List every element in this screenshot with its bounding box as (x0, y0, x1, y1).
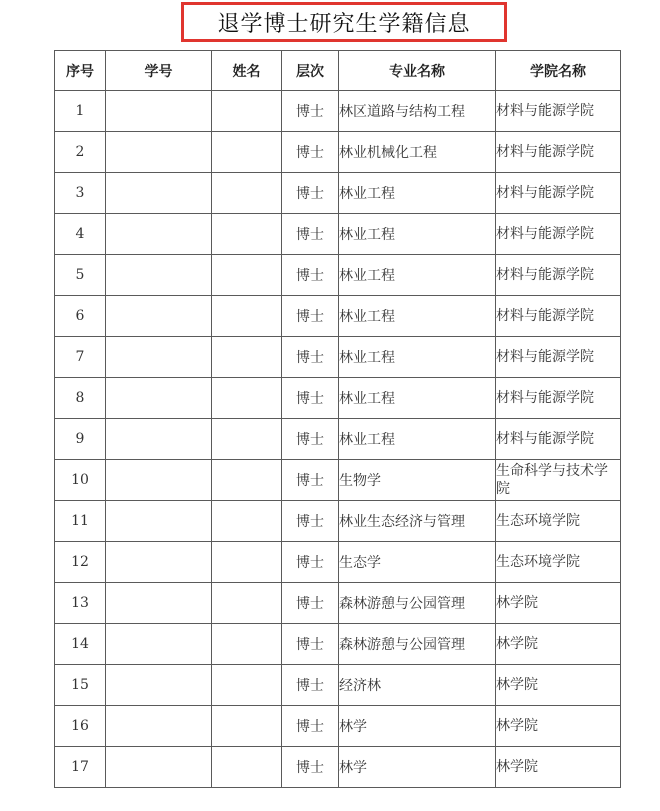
header-level: 层次 (282, 51, 339, 91)
header-student-id: 学号 (106, 51, 212, 91)
cell-major: 林学 (339, 747, 496, 788)
cell-name (212, 337, 282, 378)
cell-school: 生态环境学院 (496, 501, 621, 542)
cell-school: 材料与能源学院 (496, 91, 621, 132)
cell-major: 林业工程 (339, 214, 496, 255)
cell-major: 林业工程 (339, 296, 496, 337)
cell-school: 材料与能源学院 (496, 296, 621, 337)
cell-school: 材料与能源学院 (496, 173, 621, 214)
cell-student-id (106, 378, 212, 419)
cell-school: 材料与能源学院 (496, 214, 621, 255)
cell-name (212, 419, 282, 460)
page-title: 退学博士研究生学籍信息 (217, 11, 471, 37)
cell-level: 博士 (282, 419, 339, 460)
cell-num: 14 (55, 624, 106, 665)
cell-name (212, 378, 282, 419)
cell-student-id (106, 706, 212, 747)
cell-student-id (106, 337, 212, 378)
cell-level: 博士 (282, 460, 339, 501)
cell-name (212, 214, 282, 255)
table-row (55, 255, 621, 296)
cell-num: 6 (55, 296, 106, 337)
table-row (55, 583, 621, 624)
cell-student-id (106, 132, 212, 173)
cell-school: 材料与能源学院 (496, 337, 621, 378)
header-name: 姓名 (212, 51, 282, 91)
table-row (55, 747, 621, 788)
header-num: 序号 (55, 51, 106, 91)
table-row (55, 501, 621, 542)
title-box (181, 2, 507, 42)
table-row (55, 624, 621, 665)
cell-num: 9 (55, 419, 106, 460)
table-row (55, 132, 621, 173)
cell-school: 材料与能源学院 (496, 419, 621, 460)
cell-student-id (106, 214, 212, 255)
table-row (55, 419, 621, 460)
cell-name (212, 91, 282, 132)
cell-name (212, 542, 282, 583)
cell-student-id (106, 665, 212, 706)
cell-num: 7 (55, 337, 106, 378)
header-school: 学院名称 (496, 51, 621, 91)
table-header-row (55, 51, 621, 91)
cell-student-id (106, 173, 212, 214)
cell-level: 博士 (282, 583, 339, 624)
cell-major: 森林游憩与公园管理 (339, 624, 496, 665)
table-row (55, 173, 621, 214)
cell-major: 林学 (339, 706, 496, 747)
cell-name (212, 583, 282, 624)
cell-student-id (106, 419, 212, 460)
cell-student-id (106, 583, 212, 624)
cell-major: 经济林 (339, 665, 496, 706)
cell-level: 博士 (282, 706, 339, 747)
cell-school: 林学院 (496, 665, 621, 706)
cell-level: 博士 (282, 542, 339, 583)
cell-level: 博士 (282, 132, 339, 173)
cell-level: 博士 (282, 173, 339, 214)
table-row (55, 706, 621, 747)
cell-num: 1 (55, 91, 106, 132)
cell-num: 15 (55, 665, 106, 706)
cell-name (212, 624, 282, 665)
cell-num: 16 (55, 706, 106, 747)
cell-major: 生物学 (339, 460, 496, 501)
cell-name (212, 665, 282, 706)
table-row (55, 665, 621, 706)
cell-major: 林业工程 (339, 173, 496, 214)
cell-major: 林业生态经济与管理 (339, 501, 496, 542)
cell-level: 博士 (282, 337, 339, 378)
cell-num: 11 (55, 501, 106, 542)
cell-school: 林学院 (496, 583, 621, 624)
cell-name (212, 255, 282, 296)
cell-name (212, 460, 282, 501)
table-row (55, 337, 621, 378)
cell-level: 博士 (282, 214, 339, 255)
cell-num: 8 (55, 378, 106, 419)
cell-student-id (106, 296, 212, 337)
cell-school: 材料与能源学院 (496, 378, 621, 419)
cell-school: 材料与能源学院 (496, 255, 621, 296)
cell-level: 博士 (282, 296, 339, 337)
cell-level: 博士 (282, 665, 339, 706)
cell-major: 林业工程 (339, 419, 496, 460)
cell-student-id (106, 460, 212, 501)
cell-name (212, 132, 282, 173)
cell-name (212, 501, 282, 542)
cell-level: 博士 (282, 91, 339, 132)
cell-num: 13 (55, 583, 106, 624)
cell-num: 10 (55, 460, 106, 501)
cell-student-id (106, 747, 212, 788)
cell-name (212, 747, 282, 788)
cell-name (212, 296, 282, 337)
table-row (55, 542, 621, 583)
cell-school: 生态环境学院 (496, 542, 621, 583)
cell-major: 森林游憩与公园管理 (339, 583, 496, 624)
cell-name (212, 706, 282, 747)
cell-student-id (106, 542, 212, 583)
student-table (54, 50, 621, 788)
table-body (55, 91, 621, 788)
cell-level: 博士 (282, 747, 339, 788)
table-row (55, 296, 621, 337)
cell-level: 博士 (282, 255, 339, 296)
cell-major: 林业工程 (339, 255, 496, 296)
cell-student-id (106, 624, 212, 665)
cell-major: 林业机械化工程 (339, 132, 496, 173)
table-row (55, 378, 621, 419)
cell-level: 博士 (282, 378, 339, 419)
cell-student-id (106, 255, 212, 296)
cell-num: 12 (55, 542, 106, 583)
cell-num: 3 (55, 173, 106, 214)
cell-num: 2 (55, 132, 106, 173)
table-row (55, 214, 621, 255)
table-row (55, 460, 621, 501)
cell-name (212, 173, 282, 214)
cell-student-id (106, 501, 212, 542)
cell-school: 林学院 (496, 706, 621, 747)
cell-school: 材料与能源学院 (496, 132, 621, 173)
cell-num: 17 (55, 747, 106, 788)
cell-school: 生命科学与技术学院 (496, 460, 621, 501)
cell-school: 林学院 (496, 624, 621, 665)
cell-major: 林业工程 (339, 337, 496, 378)
cell-level: 博士 (282, 501, 339, 542)
cell-major: 林区道路与结构工程 (339, 91, 496, 132)
cell-student-id (106, 91, 212, 132)
cell-school: 林学院 (496, 747, 621, 788)
cell-major: 林业工程 (339, 378, 496, 419)
table-row (55, 91, 621, 132)
cell-num: 5 (55, 255, 106, 296)
header-major: 专业名称 (339, 51, 496, 91)
cell-num: 4 (55, 214, 106, 255)
cell-level: 博士 (282, 624, 339, 665)
cell-major: 生态学 (339, 542, 496, 583)
